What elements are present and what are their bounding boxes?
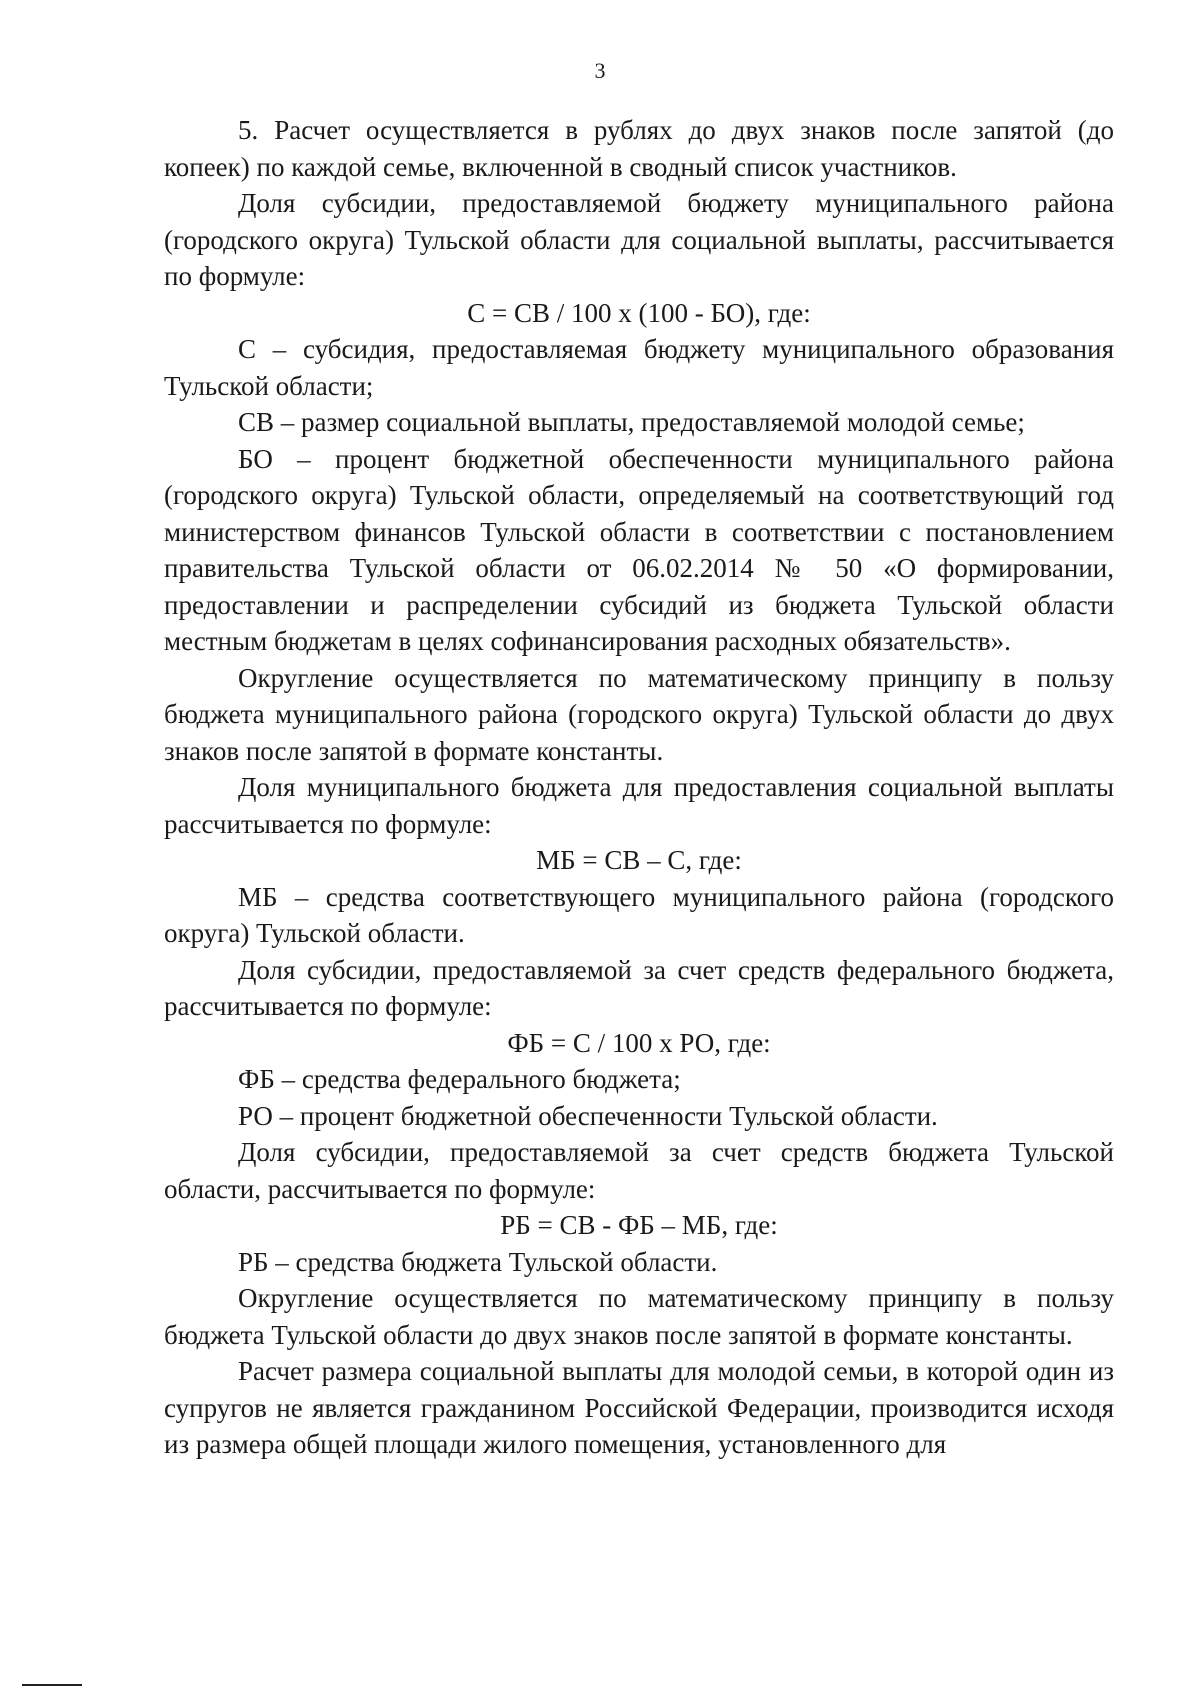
paragraph-rounding-regional: Округление осуществляется по математическому принципу в пользу бюджета Тульской области до двух знаков после запятой в формате константы. <box>164 1283 1114 1350</box>
definition-mb: МБ – средства соответствующего муниципального района (городского округа) Тульской области. <box>164 881 1114 948</box>
definition-sv: СВ – размер социальной выплаты, предоставляемой молодой семье; <box>238 407 1025 437</box>
definition-ro: РО – процент бюджетной обеспеченности Тульской области. <box>238 1100 938 1131</box>
definition-c: С – субсидия, предоставляемая бюджету муниципального образования Тульской области; <box>164 334 1114 401</box>
formula-subsidy: С = СВ / 100 х (100 - БО), где: <box>467 297 811 328</box>
paragraph-regional-share-intro: Доля субсидии, предоставляемой за счет средств бюджета Тульской области, рассчитывается по формуле: <box>164 1137 1114 1204</box>
paragraph-federal-share-intro: Доля субсидии, предоставляемой за счет средств федерального бюджета, рассчитывается по формуле: <box>164 954 1114 1021</box>
paragraph-rounding-municipal: Округление осуществляется по математическому принципу в пользу бюджета муниципального района (городского округа) Тульской области до двух знаков после запятой в формате константы. <box>164 662 1114 766</box>
definition-bo: БО – процент бюджетной обеспеченности муниципального района (городского округа) Тульской области, определяемый на соответствующий год министерством финансов Тульской области в соответствии с постановлением правительства Тульской области от 06.02.2014 № 50 «О формировании, предоставлении и распределении субсидий из бюджета Тульской области местным бюджетам в целях софинансирования расходных обязательств». <box>164 443 1114 656</box>
paragraph-municipal-share-intro: Доля муниципального бюджета для предоставления социальной выплаты рассчитывается по формуле: <box>164 772 1114 839</box>
formula-federal-budget: ФБ = С / 100 х РО, где: <box>507 1027 771 1058</box>
footer-rule <box>22 1684 82 1686</box>
page-number: 3 <box>594 58 606 83</box>
definition-fb: ФБ – средства федерального бюджета; <box>238 1064 681 1094</box>
document-body <box>164 112 1114 1463</box>
paragraph-foreign-spouse: Расчет размера социальной выплаты для молодой семьи, в которой один из супругов не является гражданином Российской Федерации, производится исходя из размера общей площади жилого помещения, установленного для <box>164 1356 1114 1459</box>
formula-municipal-budget: МБ = СВ – С, где: <box>536 845 742 875</box>
paragraph-subsidy-share-intro: Доля субсидии, предоставляемой бюджету муниципального района (городского округа) Тульской области для социальной выплаты, рассчитывается по формуле: <box>164 188 1114 291</box>
paragraph-calculation-rule: 5. Расчет осуществляется в рублях до двух знаков после запятой (до копеек) по каждой семье, включенной в сводный список участников. <box>164 115 1114 182</box>
definition-rb: РБ – средства бюджета Тульской области. <box>238 1246 718 1277</box>
formula-regional-budget: РБ = СВ - ФБ – МБ, где: <box>500 1210 778 1240</box>
